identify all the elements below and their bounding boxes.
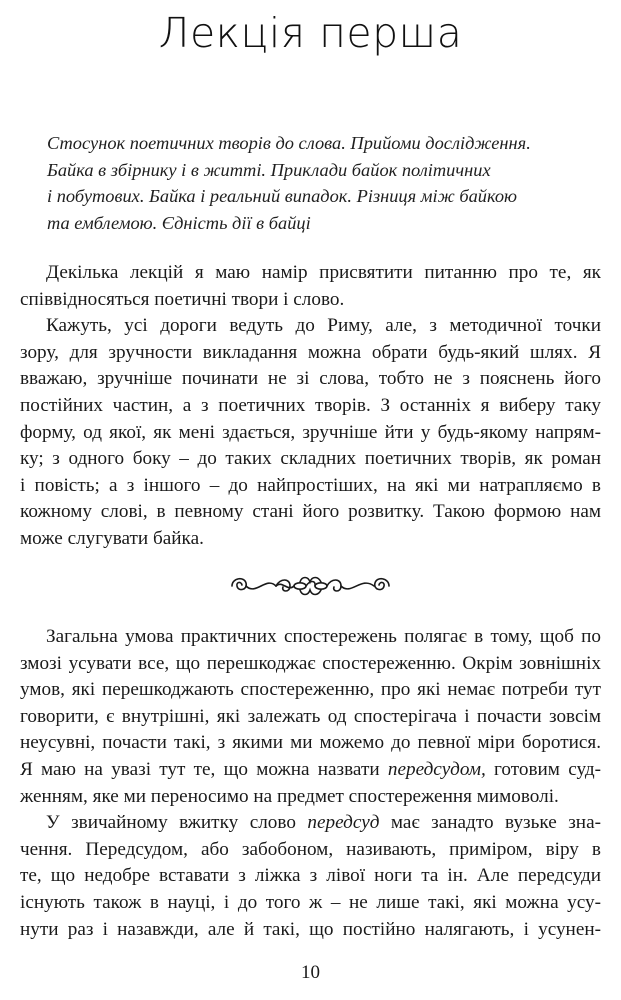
text-line: ку; з одного боку – до таких складних поетичних творів, як роман <box>20 448 601 470</box>
text-line: вважаю, зручніше починати не зі слова, тобто не з пояснень його <box>20 368 601 390</box>
emphasized-term: передсудом, <box>387 758 486 780</box>
text-line: і повість; а з іншого – до найпростіших, на які ми натрапляємо в <box>20 474 601 496</box>
section-1-text <box>20 260 601 553</box>
text-line: Декілька лекцій я маю намір присвятити питанню про те, як <box>46 262 601 283</box>
text-line: змозі усувати все, що перешкоджає спостереженню. Окрім зовнішніх <box>20 652 601 674</box>
text-line: говорити, є внутрішні, які залежать од спостерігача і почасти зовсім <box>20 705 601 727</box>
abstract-line: Стосунок поетичних творів до слова. Прийоми дослідження. <box>47 133 531 153</box>
text-line: зору, для зручности викладання можна обрати будь-який шлях. Я <box>20 341 601 363</box>
text-line: існують також в науці, і до того ж – не лише такі, які можна усу- <box>20 891 601 913</box>
lecture-abstract <box>47 130 587 236</box>
emphasized-term: передсуд <box>307 812 380 834</box>
text-line: те, що недобре вставати з ліжка з лівої ноги та ін. Але передсуди <box>20 865 601 887</box>
text-line: співвідносяться поетичні твори і слово. <box>20 288 345 310</box>
page-number: 10 <box>301 962 320 983</box>
text-line: постійних частин, а з поетичних творів. З останніх я виберу таку <box>20 394 601 416</box>
text-line: форму, од якої, як мені здається, зручніше йти у будь-якому напрям- <box>20 421 601 443</box>
abstract-line: і побутових. Байка і реальний випадок. Різниця між байкою <box>47 186 518 207</box>
text-line: неусувні, почасти такі, з якими ми можемо до певної міри боротися. <box>20 732 601 754</box>
text-line: нути раз і назавжди, але й такі, що постійно налягають, і усунен- <box>20 918 601 940</box>
abstract-line: та емблемою. Єдність дії в байці <box>47 212 311 233</box>
text-line: Кажуть, усі дороги ведуть до Риму, але, з методичної точки <box>46 315 601 337</box>
scroll-flourish-divider-icon <box>228 566 393 606</box>
text-line: може слугувати байка. <box>20 527 204 549</box>
section-2-text <box>20 624 601 943</box>
text-line: кожному слові, в певному стані його розвитку. Такою формою нам <box>20 501 601 523</box>
text-line: чення. Передсудом, або забобоном, називають, приміром, віру в <box>20 838 601 860</box>
text-run: готовим суд- <box>485 758 601 780</box>
lecture-title: Лекція перша <box>158 9 463 57</box>
text-line: умов, які перешкоджають спостереженню, про які немає потреби тут <box>20 679 601 701</box>
text-line: Загальна умова практичних спостережень полягає в тому, щоб по <box>46 626 601 647</box>
text-run: У звичайному вжитку слово <box>46 812 308 834</box>
text-line <box>20 810 601 837</box>
text-line: женням, яке ми переносимо на предмет спостереження мимоволі. <box>20 785 559 807</box>
text-line <box>20 757 601 784</box>
text-run: Я маю на увазі тут те, що можна назвати <box>20 758 388 780</box>
abstract-line: Байка в збірнику і в житті. Приклади байок політичних <box>47 159 491 180</box>
text-run: має занадто вузьке зна- <box>379 812 601 834</box>
